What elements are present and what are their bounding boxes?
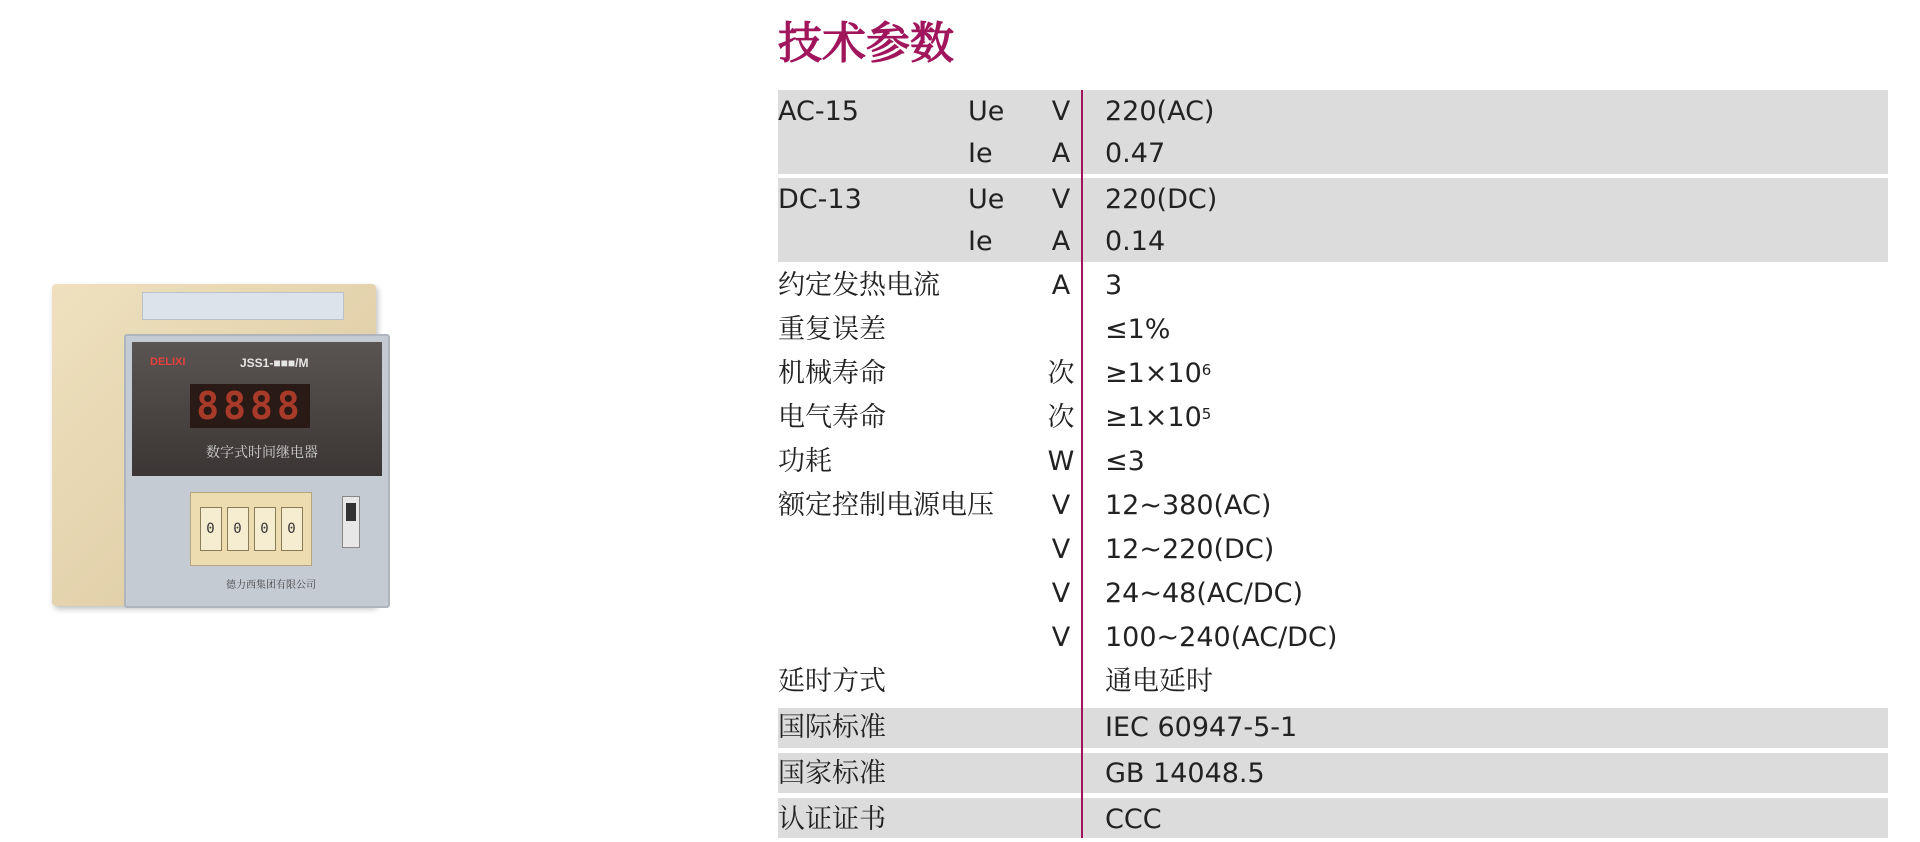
value: 12~220(DC) xyxy=(1105,534,1275,565)
relay-display-panel xyxy=(132,342,382,476)
thumbwheel-dials xyxy=(190,492,312,566)
param-label: 额定控制电源电压 xyxy=(778,490,994,521)
symbol: Ue xyxy=(968,96,1005,127)
value: 220(DC) xyxy=(1105,184,1218,215)
unit: V xyxy=(1051,578,1071,609)
dial: 0 xyxy=(200,507,222,551)
table-row xyxy=(778,220,1888,264)
value-base: ≥1×10 xyxy=(1105,358,1202,389)
value: 220(AC) xyxy=(1105,96,1215,127)
relay-housing xyxy=(52,284,376,606)
table-row xyxy=(778,616,1888,660)
brand-logo: DELIXI xyxy=(150,356,186,368)
value: CCC xyxy=(1105,804,1162,835)
table-row xyxy=(778,132,1888,176)
symbol: Ie xyxy=(968,226,993,257)
unit: W xyxy=(1047,446,1075,477)
unit: V xyxy=(1051,622,1071,653)
value: 通电延时 xyxy=(1105,666,1213,697)
unit: V xyxy=(1051,184,1071,215)
symbol: Ie xyxy=(968,138,993,169)
table-row xyxy=(778,178,1888,222)
value-exponent: 5 xyxy=(1201,405,1212,423)
param-label: 重复误差 xyxy=(778,314,886,345)
value: 24~48(AC/DC) xyxy=(1105,578,1303,609)
led-display: 8888 xyxy=(190,384,310,428)
param-label: 国际标准 xyxy=(778,712,886,743)
unit: A xyxy=(1051,226,1071,257)
table-row xyxy=(778,752,1888,796)
product-photo xyxy=(48,268,393,613)
manufacturer-text: 德力西集团有限公司 xyxy=(226,580,316,591)
table-row xyxy=(778,706,1888,750)
value: 100~240(AC/DC) xyxy=(1105,622,1338,653)
table-row xyxy=(778,572,1888,616)
dial: 0 xyxy=(254,507,276,551)
page-title: 技术参数 xyxy=(778,18,954,69)
value xyxy=(1105,352,1211,396)
table-row xyxy=(778,660,1888,704)
value: ≤3 xyxy=(1105,446,1145,477)
param-label: 功耗 xyxy=(778,446,832,477)
unit: A xyxy=(1051,270,1071,301)
dial: 0 xyxy=(227,507,249,551)
value-exponent: 6 xyxy=(1201,361,1212,379)
unit: A xyxy=(1051,138,1071,169)
table-row xyxy=(778,90,1888,134)
range-switch xyxy=(342,496,360,548)
unit: 次 xyxy=(1047,358,1075,389)
value: 0.14 xyxy=(1105,226,1166,257)
table-row xyxy=(778,484,1888,528)
table-row xyxy=(778,264,1888,308)
param-label: DC-13 xyxy=(778,184,862,215)
unit: V xyxy=(1051,534,1071,565)
value: 0.47 xyxy=(1105,138,1166,169)
unit: V xyxy=(1051,490,1071,521)
unit: V xyxy=(1051,96,1071,127)
value: IEC 60947-5-1 xyxy=(1105,712,1298,743)
param-label: 约定发热电流 xyxy=(778,270,940,301)
value: 3 xyxy=(1105,270,1123,301)
relay-front-panel xyxy=(124,334,390,608)
value: 12~380(AC) xyxy=(1105,490,1272,521)
param-label: 认证证书 xyxy=(778,804,886,835)
dial: 0 xyxy=(281,507,303,551)
table-row xyxy=(778,440,1888,484)
param-label: 国家标准 xyxy=(778,758,886,789)
model-number: JSS1-■■■/M xyxy=(240,356,309,370)
param-label: 电气寿命 xyxy=(778,402,886,433)
table-row xyxy=(778,528,1888,572)
table-row xyxy=(778,396,1888,440)
param-label: 机械寿命 xyxy=(778,358,886,389)
value: ≤1% xyxy=(1105,314,1171,345)
table-row xyxy=(778,798,1888,842)
param-label: AC-15 xyxy=(778,96,859,127)
face-label: 数字式时间继电器 xyxy=(206,445,318,461)
relay-top-label xyxy=(142,292,344,320)
value-base: ≥1×10 xyxy=(1105,402,1202,433)
symbol: Ue xyxy=(968,184,1005,215)
table-row xyxy=(778,352,1888,396)
unit: 次 xyxy=(1047,402,1075,433)
value xyxy=(1105,396,1211,440)
param-label: 延时方式 xyxy=(778,666,886,697)
table-row xyxy=(778,308,1888,352)
value: GB 14048.5 xyxy=(1105,758,1265,789)
